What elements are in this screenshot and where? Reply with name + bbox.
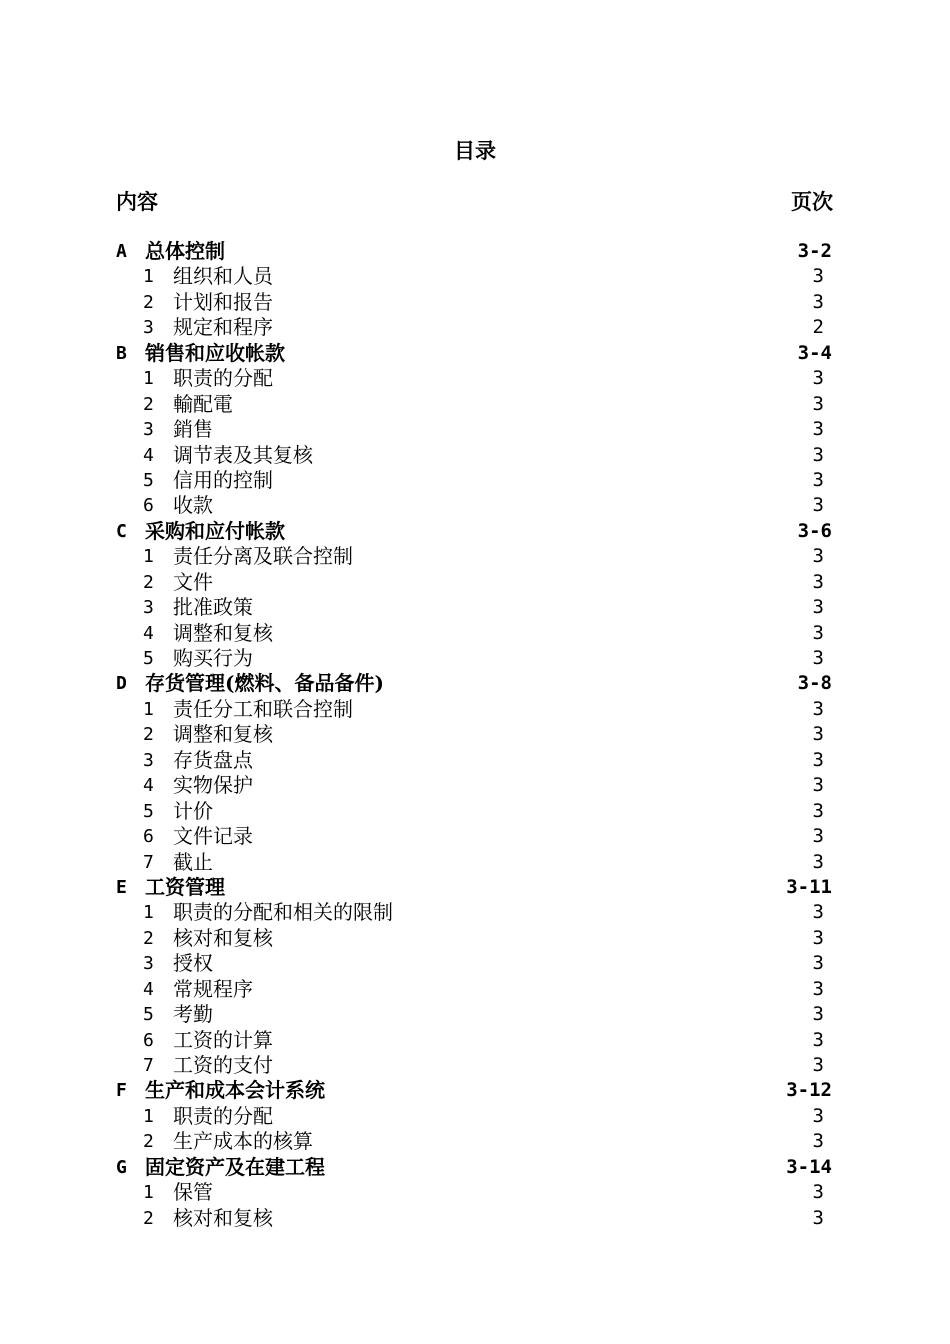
item-label: 购买行为 — [173, 646, 253, 670]
toc-item-row — [0, 1206, 950, 1231]
item-number: 2 — [143, 724, 154, 746]
toc-item-row — [0, 443, 950, 468]
toc-item-row — [0, 850, 950, 875]
item-page-number: 3 — [812, 494, 824, 517]
toc-item-row — [0, 748, 950, 773]
item-page-number: 3 — [812, 468, 824, 491]
item-number: 3 — [143, 317, 154, 339]
toc-item-row — [0, 824, 950, 849]
item-page-number: 3 — [812, 647, 824, 669]
toc-item-row — [0, 392, 950, 417]
item-page-number: 2 — [812, 316, 824, 339]
item-number: 1 — [143, 902, 154, 924]
section-title: 采购和应付帐款 — [145, 518, 285, 543]
item-number: 5 — [143, 648, 154, 669]
item-label: 文件记录 — [173, 824, 253, 849]
item-number: 4 — [143, 775, 154, 797]
toc-item-row — [0, 900, 950, 925]
toc-section-row — [0, 1078, 950, 1103]
item-number: 3 — [143, 419, 154, 441]
item-number: 2 — [143, 393, 154, 415]
section-letter: B — [116, 342, 127, 364]
item-page-number: 3 — [812, 799, 824, 822]
item-label: 信用的控制 — [173, 467, 273, 492]
toc-item-row — [0, 315, 950, 340]
item-label: 考勤 — [173, 1002, 213, 1027]
item-number: 4 — [143, 444, 154, 466]
item-number: 2 — [143, 1131, 154, 1153]
item-number: 4 — [143, 978, 154, 1000]
item-label: 輸配電 — [173, 391, 233, 416]
item-label: 批准政策 — [173, 595, 253, 620]
item-label: 职责的分配 — [173, 366, 273, 391]
toc-item-row — [0, 1002, 950, 1027]
item-number: 1 — [143, 698, 154, 720]
item-page-number: 3 — [812, 443, 824, 466]
toc-item-row — [0, 1104, 950, 1129]
toc-item-row — [0, 646, 950, 671]
item-number: 2 — [143, 291, 154, 313]
item-label: 授权 — [173, 951, 213, 976]
item-page-number: 3 — [812, 1003, 824, 1026]
item-page-number: 3 — [812, 265, 824, 288]
section-page-number: 3-4 — [797, 341, 832, 364]
item-number: 5 — [143, 469, 154, 491]
toc-item-row — [0, 595, 950, 620]
item-page-number: 3 — [812, 1181, 824, 1204]
toc-item-row — [0, 773, 950, 798]
item-page-number: 3 — [812, 1054, 824, 1076]
item-label: 核对和复核 — [173, 925, 273, 950]
item-page-number: 3 — [812, 570, 824, 593]
item-page-number: 3 — [812, 367, 824, 390]
toc-item-row — [0, 366, 950, 391]
item-label: 保管 — [173, 1180, 213, 1205]
toc-item-row — [0, 290, 950, 315]
item-page-number: 3 — [812, 697, 824, 720]
toc-item-row — [0, 1129, 950, 1154]
toc-item-row — [0, 926, 950, 951]
item-number: 6 — [143, 1029, 154, 1051]
item-page-number: 3 — [812, 977, 824, 1000]
toc-section-row — [0, 239, 950, 264]
item-page-number: 3 — [812, 952, 824, 975]
item-label: 责任分工和联合控制 — [173, 696, 353, 721]
item-label: 调整和复核 — [173, 722, 273, 747]
item-page-number: 3 — [812, 1206, 824, 1229]
item-page-number: 3 — [812, 418, 824, 441]
section-title: 存货管理(燃料、备品备件) — [145, 671, 384, 696]
item-label: 计划和报告 — [173, 289, 273, 314]
toc-section-row — [0, 875, 950, 900]
toc-item-row — [0, 621, 950, 646]
toc-item-row — [0, 544, 950, 569]
toc-item-row — [0, 697, 950, 722]
item-label: 调节表及其复核 — [173, 442, 313, 467]
section-page-number: 3-8 — [797, 672, 832, 695]
section-title: 总体控制 — [145, 239, 225, 263]
toc-item-row — [0, 264, 950, 289]
toc-section-row — [0, 1155, 950, 1180]
item-number: 5 — [143, 1004, 154, 1026]
section-page-number: 3-2 — [797, 240, 832, 262]
item-label: 核对和复核 — [173, 1205, 273, 1230]
item-page-number: 3 — [812, 723, 824, 746]
toc-section-row — [0, 519, 950, 544]
toc-section-row — [0, 671, 950, 696]
item-page-number: 3 — [812, 748, 824, 771]
section-title: 固定资产及在建工程 — [145, 1154, 325, 1179]
item-page-number: 3 — [812, 774, 824, 797]
section-page-number: 3-14 — [786, 1155, 832, 1178]
section-letter: F — [116, 1080, 127, 1102]
section-title: 工资管理 — [145, 874, 225, 899]
section-letter: C — [116, 520, 127, 542]
item-label: 责任分离及联合控制 — [173, 544, 353, 569]
item-number: 1 — [143, 546, 154, 568]
item-page-number: 3 — [812, 545, 824, 568]
toc-item-row — [0, 799, 950, 824]
item-label: 工资的支付 — [173, 1053, 273, 1077]
item-number: 6 — [143, 826, 154, 848]
item-number: 7 — [143, 1055, 154, 1076]
toc-section-row — [0, 341, 950, 366]
section-page-number: 3-11 — [786, 875, 832, 898]
section-letter: E — [116, 876, 127, 898]
section-letter: A — [116, 241, 127, 262]
item-number: 6 — [143, 495, 154, 517]
toc-item-row — [0, 1028, 950, 1053]
item-label: 生产成本的核算 — [173, 1129, 313, 1154]
item-page-number: 3 — [812, 850, 824, 873]
item-page-number: 3 — [812, 825, 824, 848]
item-label: 调整和复核 — [173, 620, 273, 645]
item-number: 2 — [143, 1207, 154, 1229]
item-number: 7 — [143, 851, 154, 873]
item-page-number: 3 — [812, 901, 824, 924]
toc-item-row — [0, 468, 950, 493]
item-number: 5 — [143, 800, 154, 822]
toc-item-row — [0, 570, 950, 595]
item-label: 实物保护 — [173, 773, 253, 798]
item-number: 1 — [143, 1105, 154, 1127]
toc-item-row — [0, 1180, 950, 1205]
page-column-header: 页次 — [791, 189, 833, 214]
item-label: 收款 — [173, 493, 213, 518]
item-label: 职责的分配和相关的限制 — [173, 900, 393, 925]
item-number: 1 — [143, 368, 154, 390]
section-title: 生产和成本会计系统 — [145, 1078, 325, 1103]
item-page-number: 3 — [812, 596, 824, 619]
item-number: 2 — [143, 571, 154, 593]
item-label: 截止 — [173, 849, 213, 874]
item-number: 3 — [143, 597, 154, 619]
item-number: 1 — [143, 266, 154, 288]
item-label: 计价 — [173, 798, 213, 823]
item-number: 4 — [143, 622, 154, 644]
item-label: 常规程序 — [173, 976, 253, 1001]
content-column-header: 内容 — [116, 189, 158, 214]
item-label: 存货盘点 — [173, 747, 253, 772]
section-letter: D — [116, 673, 127, 695]
toc-list — [0, 239, 950, 1231]
item-page-number: 3 — [812, 392, 824, 415]
toc-item-row — [0, 977, 950, 1002]
toc-item-row — [0, 493, 950, 518]
item-label: 文件 — [173, 569, 213, 594]
item-page-number: 3 — [812, 290, 824, 313]
item-label: 銷售 — [173, 417, 213, 442]
toc-item-row — [0, 1053, 950, 1078]
item-page-number: 3 — [812, 621, 824, 644]
item-number: 2 — [143, 927, 154, 949]
section-page-number: 3-6 — [797, 519, 832, 542]
item-number: 3 — [143, 749, 154, 771]
toc-item-row — [0, 417, 950, 442]
item-label: 组织和人员 — [173, 264, 273, 289]
item-page-number: 3 — [812, 926, 824, 949]
section-letter: G — [116, 1156, 127, 1178]
section-title: 销售和应收帐款 — [145, 340, 285, 365]
toc-item-row — [0, 722, 950, 747]
item-page-number: 3 — [812, 1130, 824, 1153]
item-label: 工资的计算 — [173, 1027, 273, 1052]
item-label: 职责的分配 — [173, 1103, 273, 1128]
item-number: 3 — [143, 953, 154, 975]
item-label: 规定和程序 — [173, 315, 273, 340]
page-title: 目录 — [454, 138, 496, 163]
item-page-number: 3 — [812, 1028, 824, 1051]
item-number: 1 — [143, 1182, 154, 1204]
item-page-number: 3 — [812, 1104, 824, 1127]
toc-item-row — [0, 951, 950, 976]
section-page-number: 3-12 — [786, 1079, 832, 1102]
